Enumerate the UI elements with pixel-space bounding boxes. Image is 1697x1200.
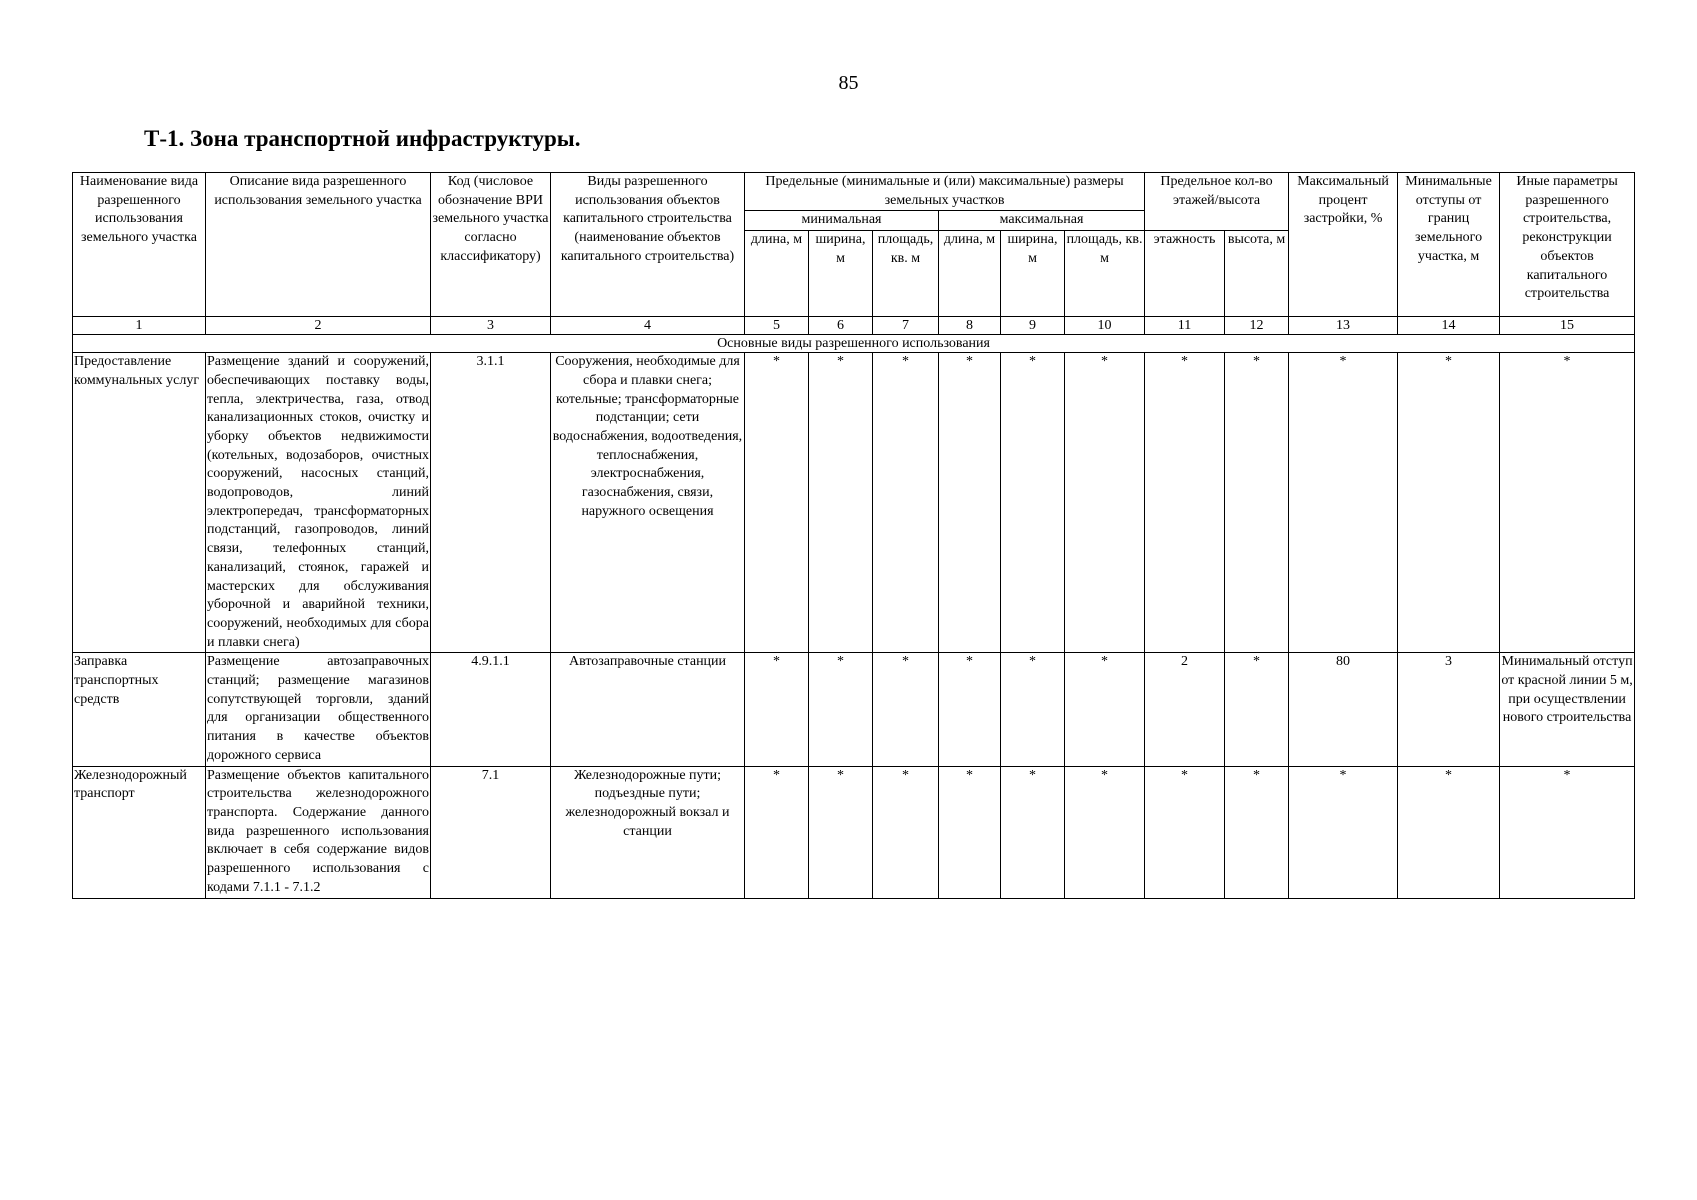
column-number: 4 xyxy=(551,317,745,335)
row-name: Предоставление коммунальных услуг xyxy=(73,353,206,653)
row-value-11: 2 xyxy=(1145,653,1225,766)
page-number: 85 xyxy=(838,72,859,94)
header-land-size: Предельные (минимальные и (или) максимальные) размеры земельных участков xyxy=(745,173,1145,211)
row-value-12: * xyxy=(1225,766,1289,898)
table-row xyxy=(73,766,1635,898)
row-value-9: * xyxy=(1001,353,1065,653)
column-number: 11 xyxy=(1145,317,1225,335)
header-max-area: площадь, кв. м xyxy=(1065,231,1145,317)
row-value-15: * xyxy=(1500,766,1635,898)
zone-title: Т-1. Зона транспортной инфраструктуры. xyxy=(144,126,581,151)
table-row xyxy=(73,353,1635,653)
row-value-5: * xyxy=(745,653,809,766)
header-min-setbacks: Минимальные отступы от границ земельного участка, м xyxy=(1398,173,1500,317)
row-value-8: * xyxy=(939,653,1001,766)
column-number: 3 xyxy=(431,317,551,335)
row-value-7: * xyxy=(873,653,939,766)
row-value-14: * xyxy=(1398,353,1500,653)
header-maximal: максимальная xyxy=(939,211,1145,231)
column-number: 1 xyxy=(73,317,206,335)
header-max-width: ширина, м xyxy=(1001,231,1065,317)
row-value-14: 3 xyxy=(1398,653,1500,766)
column-number: 6 xyxy=(809,317,873,335)
row-value-11: * xyxy=(1145,766,1225,898)
column-number: 13 xyxy=(1289,317,1398,335)
header-min-width: ширина, м xyxy=(809,231,873,317)
row-objects: Железнодорожные пути; подъездные пути; железнодорожный вокзал и станции xyxy=(551,766,745,898)
column-number: 5 xyxy=(745,317,809,335)
row-description: Размещение автозаправочных станций; размещение магазинов сопутствующей торговли, зданий для организации общественного питания в качестве объектов дорожного сервиса xyxy=(206,653,431,766)
row-description: Размещение зданий и сооружений, обеспечивающих поставку воды, тепла, электричества, газа, отвод канализационных стоков, очистку и уборку объектов недвижимости (котельных, водозаборов, очистных сооружений, насосных станций, водопроводов, линий электропередач, трансформаторных подстанций, газопроводов, линий связи, телефонных станций, канализаций, стоянок, гаражей и мастерских для обслуживания уборочной и аварийной техники, сооружений, необходимых для сбора и плавки снега) xyxy=(206,353,431,653)
header-description: Описание вида разрешенного использования земельного участка xyxy=(206,173,431,317)
row-code: 3.1.1 xyxy=(431,353,551,653)
row-value-12: * xyxy=(1225,353,1289,653)
header-min-area: площадь, кв. м xyxy=(873,231,939,317)
row-value-8: * xyxy=(939,766,1001,898)
row-objects: Автозаправочные станции xyxy=(551,653,745,766)
header-floors: этажность xyxy=(1145,231,1225,317)
row-value-13: * xyxy=(1289,353,1398,653)
row-value-5: * xyxy=(745,353,809,653)
row-value-8: * xyxy=(939,353,1001,653)
header-other-params: Иные параметры разрешенного строительства, реконструкции объектов капитального строительства xyxy=(1500,173,1635,317)
row-value-9: * xyxy=(1001,653,1065,766)
section-row xyxy=(73,335,1635,353)
row-name: Заправка транспортных средств xyxy=(73,653,206,766)
column-numbers-row xyxy=(73,317,1635,335)
column-number: 12 xyxy=(1225,317,1289,335)
column-number: 15 xyxy=(1500,317,1635,335)
row-description: Размещение объектов капитального строительства железнодорожного транспорта. Содержание данного вида разрешенного использования включает в себя содержание видов разрешенного использования с кодами 7.1.1 - 7.1.2 xyxy=(206,766,431,898)
row-value-10: * xyxy=(1065,353,1145,653)
column-number: 8 xyxy=(939,317,1001,335)
column-number: 10 xyxy=(1065,317,1145,335)
row-value-6: * xyxy=(809,766,873,898)
row-value-15: Минимальный отступ от красной линии 5 м, при осуществлении нового строительства xyxy=(1500,653,1635,766)
row-value-12: * xyxy=(1225,653,1289,766)
row-value-13: 80 xyxy=(1289,653,1398,766)
header-code: Код (числовое обозначение ВРИ земельного участка согласно классификатору) xyxy=(431,173,551,317)
header-row-1 xyxy=(73,173,1635,211)
row-value-10: * xyxy=(1065,766,1145,898)
row-value-7: * xyxy=(873,766,939,898)
section-title: Основные виды разрешенного использования xyxy=(73,335,1635,353)
row-name: Железнодорожный транспорт xyxy=(73,766,206,898)
row-objects: Сооружения, необходимые для сбора и плавки снега; котельные; трансформаторные подстанции; сети водоснабжения, водоотведения, теплоснабжения, электроснабжения, газоснабжения, связи, наружного освещения xyxy=(551,353,745,653)
header-floors-height: Предельное кол-во этажей/высота xyxy=(1145,173,1289,231)
row-value-6: * xyxy=(809,353,873,653)
row-value-10: * xyxy=(1065,653,1145,766)
column-number: 2 xyxy=(206,317,431,335)
row-code: 7.1 xyxy=(431,766,551,898)
header-max-length: длина, м xyxy=(939,231,1001,317)
header-max-build-percent: Максимальный процент застройки, % xyxy=(1289,173,1398,317)
row-value-6: * xyxy=(809,653,873,766)
column-number: 7 xyxy=(873,317,939,335)
row-value-9: * xyxy=(1001,766,1065,898)
row-value-5: * xyxy=(745,766,809,898)
header-min-length: длина, м xyxy=(745,231,809,317)
row-value-15: * xyxy=(1500,353,1635,653)
row-value-7: * xyxy=(873,353,939,653)
row-value-13: * xyxy=(1289,766,1398,898)
column-number: 14 xyxy=(1398,317,1500,335)
header-height: высота, м xyxy=(1225,231,1289,317)
header-name: Наименование вида разрешенного использования земельного участка xyxy=(73,173,206,317)
row-value-14: * xyxy=(1398,766,1500,898)
row-value-11: * xyxy=(1145,353,1225,653)
row-code: 4.9.1.1 xyxy=(431,653,551,766)
zone-parameters-table xyxy=(72,172,1635,899)
column-number: 9 xyxy=(1001,317,1065,335)
header-minimal: минимальная xyxy=(745,211,939,231)
table-row xyxy=(73,653,1635,766)
header-objects: Виды разрешенного использования объектов капитального строительства (наименование объектов капитального строительства) xyxy=(551,173,745,317)
